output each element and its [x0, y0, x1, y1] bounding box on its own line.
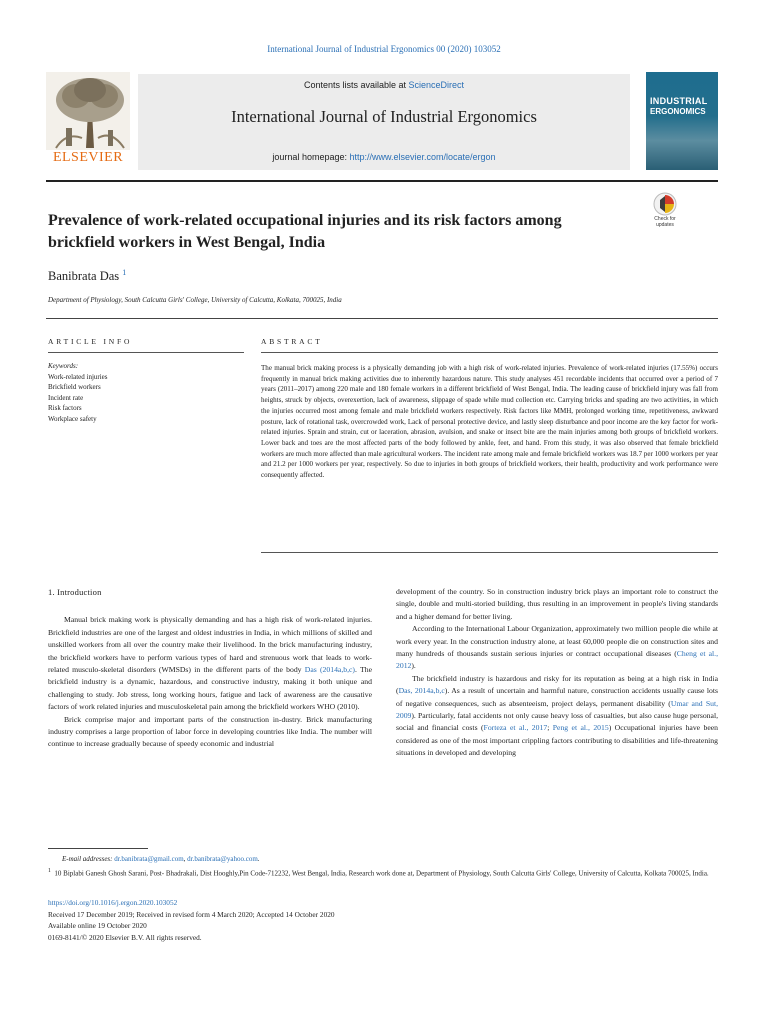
email-separator: ,	[183, 855, 188, 863]
publication-info	[48, 897, 720, 943]
footnotes	[48, 853, 720, 879]
email-footnote	[48, 853, 720, 865]
keyword-item: Workplace safety	[48, 414, 97, 423]
citation-link[interactable]: Cheng et al., 2012	[396, 649, 718, 671]
badge-text-2: updates	[656, 222, 674, 228]
copyright-line: 0169-8141/© 2020 Elsevier B.V. All rights reserved.	[48, 932, 202, 942]
section-heading-introduction: 1. Introduction	[48, 587, 102, 597]
keyword-item: Brickfield workers	[48, 383, 101, 391]
citation-link[interactable]: Umar and Sut, 2009	[396, 698, 719, 721]
citation-link[interactable]: Peng et al., 2015	[552, 723, 609, 733]
available-online: Available online 19 October 2020	[48, 921, 147, 930]
citation-link[interactable]: Forteza et al., 2017	[483, 723, 548, 733]
text-run: ). Particularly, fatal accidents not only cause heavy loss of casualties, but also cause huge personal, social and financial costs (	[396, 711, 718, 733]
paragraph: Brick comprise major and important parts of the construction in-dustry. Brick manufacturing industry comprises a large proportion of labor force in developing countries like India. The number will continue to increase gradually because of speedy economic and industrial	[48, 714, 372, 749]
article-info-heading: ARTICLE INFO	[48, 337, 133, 346]
keyword-item: Incident rate	[48, 393, 84, 402]
author-footnote-mark[interactable]: 1	[122, 268, 127, 277]
citation-link[interactable]: Das, 2014a,b,c	[398, 686, 445, 696]
email-link-1[interactable]: dr.banibrata@gmail.com	[114, 855, 184, 863]
publisher-name: ELSEVIER	[52, 150, 124, 165]
keywords-block	[48, 361, 244, 424]
header-divider	[46, 180, 718, 182]
doi-link[interactable]: https://doi.org/10.1016/j.ergon.2020.103052	[48, 898, 178, 907]
abstract-rule	[261, 352, 718, 353]
paper-title: Prevalence of work-related occupational injuries and its risk factors among brickfield workers in West Bengal, India	[48, 212, 562, 251]
abstract-text: The manual brick making process is a physically demanding job with a high risk of work-related injuries. Prevalence of work-related injuries (17.55%) occurs frequently in manual brick making activities due to inherently hazardous nature. This study analyses 451 recordable incidents that occurred over a period of 7 years (2011–2017) among 220 male and 180 female workers in a different brickfield of West Bengal, India. The leading cause of brickfield injury was fall from heights, struck by objects, overexertion, lack of awareness, slippage of spade while mud collection etc. Carrying bricks and spading are two activities, in which the injuries occurred most among female and male brickfield workers respectively. Risk factors like MMH, prolonged working time, repetitiveness, awkward posture, lack of rotational task, overcrowded work, Lack of personal protective device, and lastly sleep disturbance and poor income are the key factor for work-related injuries. Sprain and strain, cut or laceration, abrasion, avulsion, and snake or insect bite are the main injuries among both groups of brickfield workers. Lower back and toes are the most affected parts of the body followed by ankle, feet, and hand. From this study, it was also observed that female brickfield workers are much more affected than male agricultural workers. The incident rate among male and female brickfield workers was 18.7 per 1000 workers per year and 21.2 per 1000 workers per year, respectively. So due to injuries in both groups of brickfield workers, their health, productivity and work performance were consequently affected.	[261, 364, 718, 480]
article-info-rule	[48, 352, 244, 353]
section-divider	[46, 318, 718, 319]
author-line	[48, 268, 126, 284]
text-run: Manual brick making work is physically demanding and has a high risk of work-related injuries. Brickfield industries are one of the largest and oldest industries in India, in which millions of skilled and unskilled workers from all over the country make their livelihood. In the brick manufacturing industry, the brickfield workers have to perform various types of hard and strenuous work that leads to work-related musculo-skeletal disorders (WMSDs) in the different parts of the body	[48, 615, 372, 675]
text-run: According to the International Labour Organization, approximately two million people die while at work every year. In the construction industry alone, at least 60,000 people die on construction sites and many hundreds of thousands sustain serious injuries or contract occupational diseases (	[396, 624, 718, 659]
body-left-column	[48, 586, 372, 751]
cover-title-line2: ERGONOMICS	[650, 107, 706, 116]
journal-reference-link[interactable]: International Journal of Industrial Ergonomics 00 (2020) 103052	[267, 44, 501, 54]
text-run: ;	[547, 723, 553, 733]
email-link-2[interactable]: dr.banibrata@yahoo.com	[187, 855, 258, 863]
footnote-rule	[48, 848, 148, 849]
journal-cover-image	[646, 72, 718, 170]
journal-homepage-line	[138, 152, 630, 162]
abstract-bottom-rule	[261, 552, 718, 553]
cover-title-line1: INDUSTRIAL	[650, 96, 708, 106]
check-for-updates-badge[interactable]	[648, 192, 682, 232]
text-run: ) Occupational injuries have been considered as one of the most important crippling factors contributing to disabilities and life-threatening situations in developed and developing	[396, 723, 719, 758]
email-label: E-mail addresses:	[62, 855, 113, 863]
author-affiliation: Department of Physiology, South Calcutta Girls' College, University of Calcutta, Kolkata, 700025, India	[48, 296, 342, 304]
paragraph	[48, 614, 372, 713]
badge-text-1: Check for	[654, 216, 676, 222]
footnote-text: 10 Biplabi Ganesh Ghosh Sarani, Post- Bhadrakali, Dist Hooghly,Pin Code-712232, West Bengal, India, Research work done at, Department of Physiology, South Calcutta Girls' College, University of Calcutta, Kolkata 700025, India.	[54, 869, 709, 878]
text-run: ).	[411, 661, 416, 671]
text-run: . The brickfield industry is a dynamic, hazardous, and constructive industry, making it both unique and challenging to study. Job stress, long working hours, fatigue and lack of awareness are the causative factors of work related injuries and musculoskeletal pain among the brickfield workers WHO (2010).	[48, 665, 372, 712]
author-name[interactable]: Banibrata Das	[48, 269, 120, 284]
address-footnote	[48, 865, 720, 879]
abstract-heading: ABSTRACT	[261, 337, 323, 346]
sciencedirect-link[interactable]: ScienceDirect	[408, 80, 465, 90]
keywords-label: Keywords:	[48, 362, 79, 370]
paragraph: development of the country. So in construction industry brick plays an important role to construct the single, double and multi-storied building, thus resulting in an improvement in people's living standards and a higher demand for better living.	[396, 587, 718, 621]
journal-title: International Journal of Industrial Ergonomics	[231, 107, 537, 126]
received-dates: Received 17 December 2019; Received in revised form 4 March 2020; Accepted 14 October 2020	[48, 909, 335, 919]
contents-prefix: Contents lists available at	[303, 80, 409, 90]
keyword-item: Risk factors	[48, 404, 82, 412]
check-updates-icon	[653, 192, 677, 216]
keyword-item: Work-related injuries	[48, 372, 108, 381]
footnote-mark: 1	[48, 868, 51, 874]
body-right-column	[396, 586, 718, 760]
homepage-prefix: journal homepage:	[272, 152, 350, 162]
homepage-link[interactable]: http://www.elsevier.com/locate/ergon	[349, 152, 496, 162]
citation-link[interactable]: Das (2014a,b,c)	[304, 665, 355, 675]
text-run: The brickfield industry is hazardous and risky for its reputation as being at a high risk in India (	[396, 673, 718, 696]
paragraph	[396, 623, 718, 673]
paragraph	[396, 673, 718, 760]
text-run: ). As a result of uncertain and harmful nature, construction accidents usually cause lots of negative consequences, such as absenteeism, project delays, permanent disability (	[396, 686, 718, 708]
email-end: .	[257, 855, 260, 863]
contents-line	[138, 80, 630, 90]
